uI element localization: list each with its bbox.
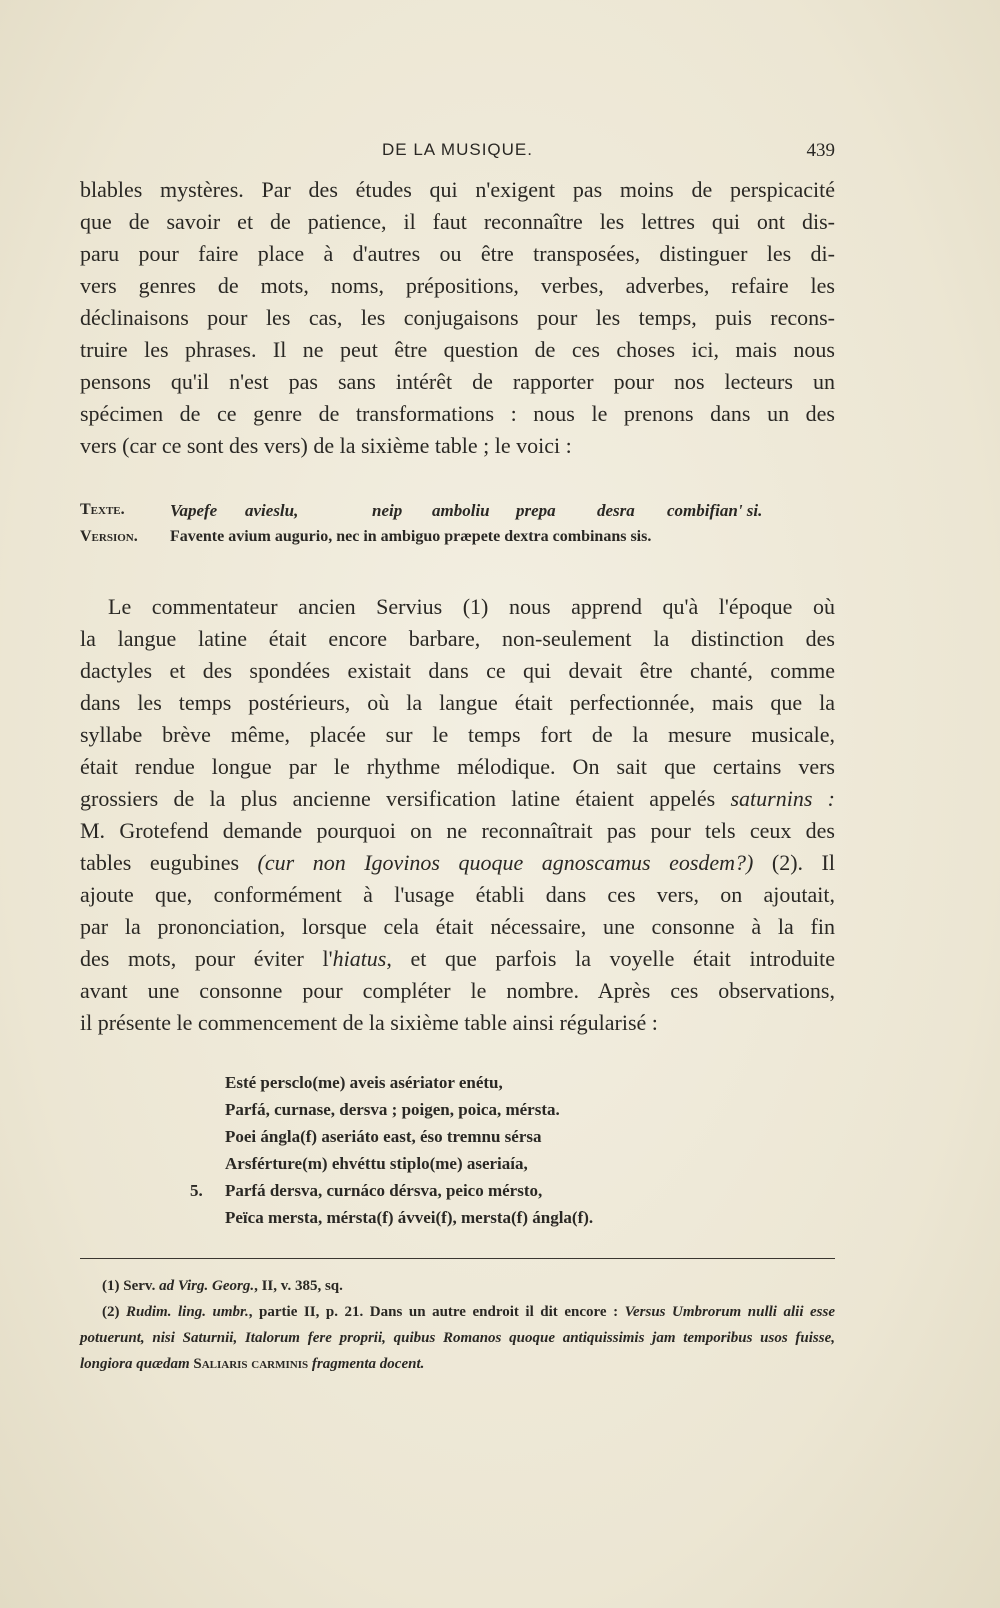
text-fragment: tables eugubines — [80, 850, 240, 875]
verse-block — [190, 1073, 593, 1235]
page-number: 439 — [806, 140, 835, 161]
text-line: blables mystères. Par des études qui n'exigent pas moins de perspicacité — [80, 177, 835, 202]
text-line: pensons qu'il n'est pas sans intérêt de rapporter pour nos lecteurs un — [80, 369, 835, 394]
footnote-text: , partie II, p. 21. Dans un autre endroit il dit encore : — [248, 1304, 619, 1320]
text-line: Le commentateur ancien Servius (1) nous apprend qu'à l'époque où — [108, 594, 835, 619]
text-line — [80, 783, 835, 815]
footnote-citation: ad Virg. Georg. — [159, 1278, 255, 1294]
verse-line — [190, 1208, 593, 1235]
footnote-mark: (1) Serv. — [102, 1278, 156, 1294]
verse-line — [190, 1073, 593, 1100]
verse-text: Poei ángla(f) aseriáto east, éso tremnu sérsa — [225, 1127, 542, 1146]
footnote-mark: (2) — [102, 1304, 120, 1320]
text-line: déclinaisons pour les cas, les conjugaisons pour les temps, puis recons- — [80, 305, 835, 330]
verse-text: Peïca mersta, mérsta(f) ávvei(f), mersta(f) ángla(f). — [225, 1208, 594, 1227]
footnote-ref: (2). Il — [771, 850, 835, 875]
footnote-latin-end: fragmenta docent. — [311, 1356, 425, 1372]
verse-line — [190, 1154, 593, 1181]
umbrian-word: desra — [597, 501, 635, 520]
footnote-latin-quote: Versus Umbrorum nulli alii esse potuerunt, nisi Saturnii, Italorum fere proprii, quibus Romanos quoque antiquissimis jam temporibus usos fuisse, longiora quædam — [80, 1304, 836, 1372]
text-fragment: des mots, pour éviter l' — [80, 946, 333, 971]
paragraph-1 — [80, 174, 835, 462]
text-line: ajoute que, conformément à l'usage établi dans ces vers, on ajoutait, — [80, 882, 835, 907]
version-text: Favente avium augurio, nec in ambiguo præpete dextra combinans sis. — [170, 528, 652, 545]
text-line: dans les temps postérieurs, où la langue était perfectionnée, mais que la — [80, 690, 835, 715]
umbrian-word: amboliu — [432, 501, 490, 520]
footnote-citation: Rudim. ling. umbr. — [126, 1304, 249, 1320]
text-line: paru pour faire place à d'autres ou être transposées, distinguer les di- — [80, 241, 835, 266]
text-line — [80, 847, 835, 879]
paragraph-2 — [80, 591, 835, 1039]
latin-text-block — [80, 501, 835, 555]
text-line: dactyles et des spondées existait dans ce qui devait être chanté, comme — [80, 658, 835, 683]
footnote-divider — [80, 1258, 835, 1259]
footnote-smallcaps: Saliaris carminis — [193, 1356, 309, 1372]
text-line: vers (car ce sont des vers) de la sixième table ; le voici : — [80, 433, 572, 458]
umbrian-word: prepa — [516, 501, 556, 520]
verse-line — [190, 1181, 593, 1208]
verse-line — [190, 1127, 593, 1154]
version-label: Version. — [80, 528, 138, 545]
latin-quote: (cur non Igovinos quoque agnoscamus eosdem?) — [257, 850, 754, 875]
hiatus-term: hiatus — [332, 946, 387, 971]
texte-row — [80, 501, 835, 528]
umbrian-word: Vapefe — [170, 501, 218, 520]
verse-text: Arsférture(m) ehvéttu stiplo(me) aseriaía, — [225, 1154, 528, 1173]
umbrian-word: avieslu, — [245, 501, 299, 520]
text-line: par la prononciation, lorsque cela était nécessaire, une consonne à la fin — [80, 914, 835, 939]
text-line: syllabe brève même, placée sur le temps fort de la mesure musicale, — [80, 722, 835, 747]
text-line: que de savoir et de patience, il faut reconnaître les lettres qui ont dis- — [80, 209, 835, 234]
footnote-1 — [80, 1273, 835, 1299]
text-line: truire les phrases. Il ne peut être question de ces choses ici, mais nous — [80, 337, 835, 362]
verse-line — [190, 1100, 593, 1127]
text-line: était rendue longue par le rhythme mélodique. On sait que certains vers — [80, 754, 835, 779]
text-line — [80, 943, 835, 975]
text-fragment: grossiers de la plus ancienne versification latine étaient appelés — [80, 786, 716, 811]
umbrian-word: combifian' si. — [667, 501, 763, 520]
verse-text: Parfá dersva, curnáco dérsva, peico mérsto, — [225, 1181, 543, 1200]
version-row — [80, 528, 835, 555]
verse-number: 5. — [190, 1181, 203, 1200]
texte-label: Texte. — [80, 501, 125, 518]
footnotes — [80, 1273, 835, 1377]
text-line: la langue latine était encore barbare, non-seulement la distinction des — [80, 626, 835, 651]
umbrian-word: neip — [372, 501, 403, 520]
footnote-2 — [80, 1299, 835, 1377]
verse-text: Parfá, curnase, dersva ; poigen, poica, mérsta. — [225, 1100, 560, 1119]
saturnins-term: saturnins : — [730, 786, 835, 811]
text-line: spécimen de ce genre de transformations : nous le prenons dans un des — [80, 401, 835, 426]
text-line: M. Grotefend demande pourquoi on ne reconnaîtrait pas pour tels ceux des — [80, 818, 835, 843]
verse-text: Esté persclo(me) aveis asériator enétu, — [225, 1073, 503, 1092]
text-line: avant une consonne pour compléter le nombre. Après ces observations, — [80, 978, 835, 1003]
text-fragment: , et que parfois la voyelle était introduite — [386, 946, 835, 971]
footnote-text: , II, v. 385, sq. — [254, 1278, 343, 1294]
text-line: il présente le commencement de la sixième table ainsi régularisé : — [80, 1010, 658, 1035]
page-header — [80, 140, 835, 170]
text-line: vers genres de mots, noms, prépositions, verbes, adverbes, refaire les — [80, 273, 835, 298]
running-title: DE LA MUSIQUE. — [382, 140, 533, 159]
